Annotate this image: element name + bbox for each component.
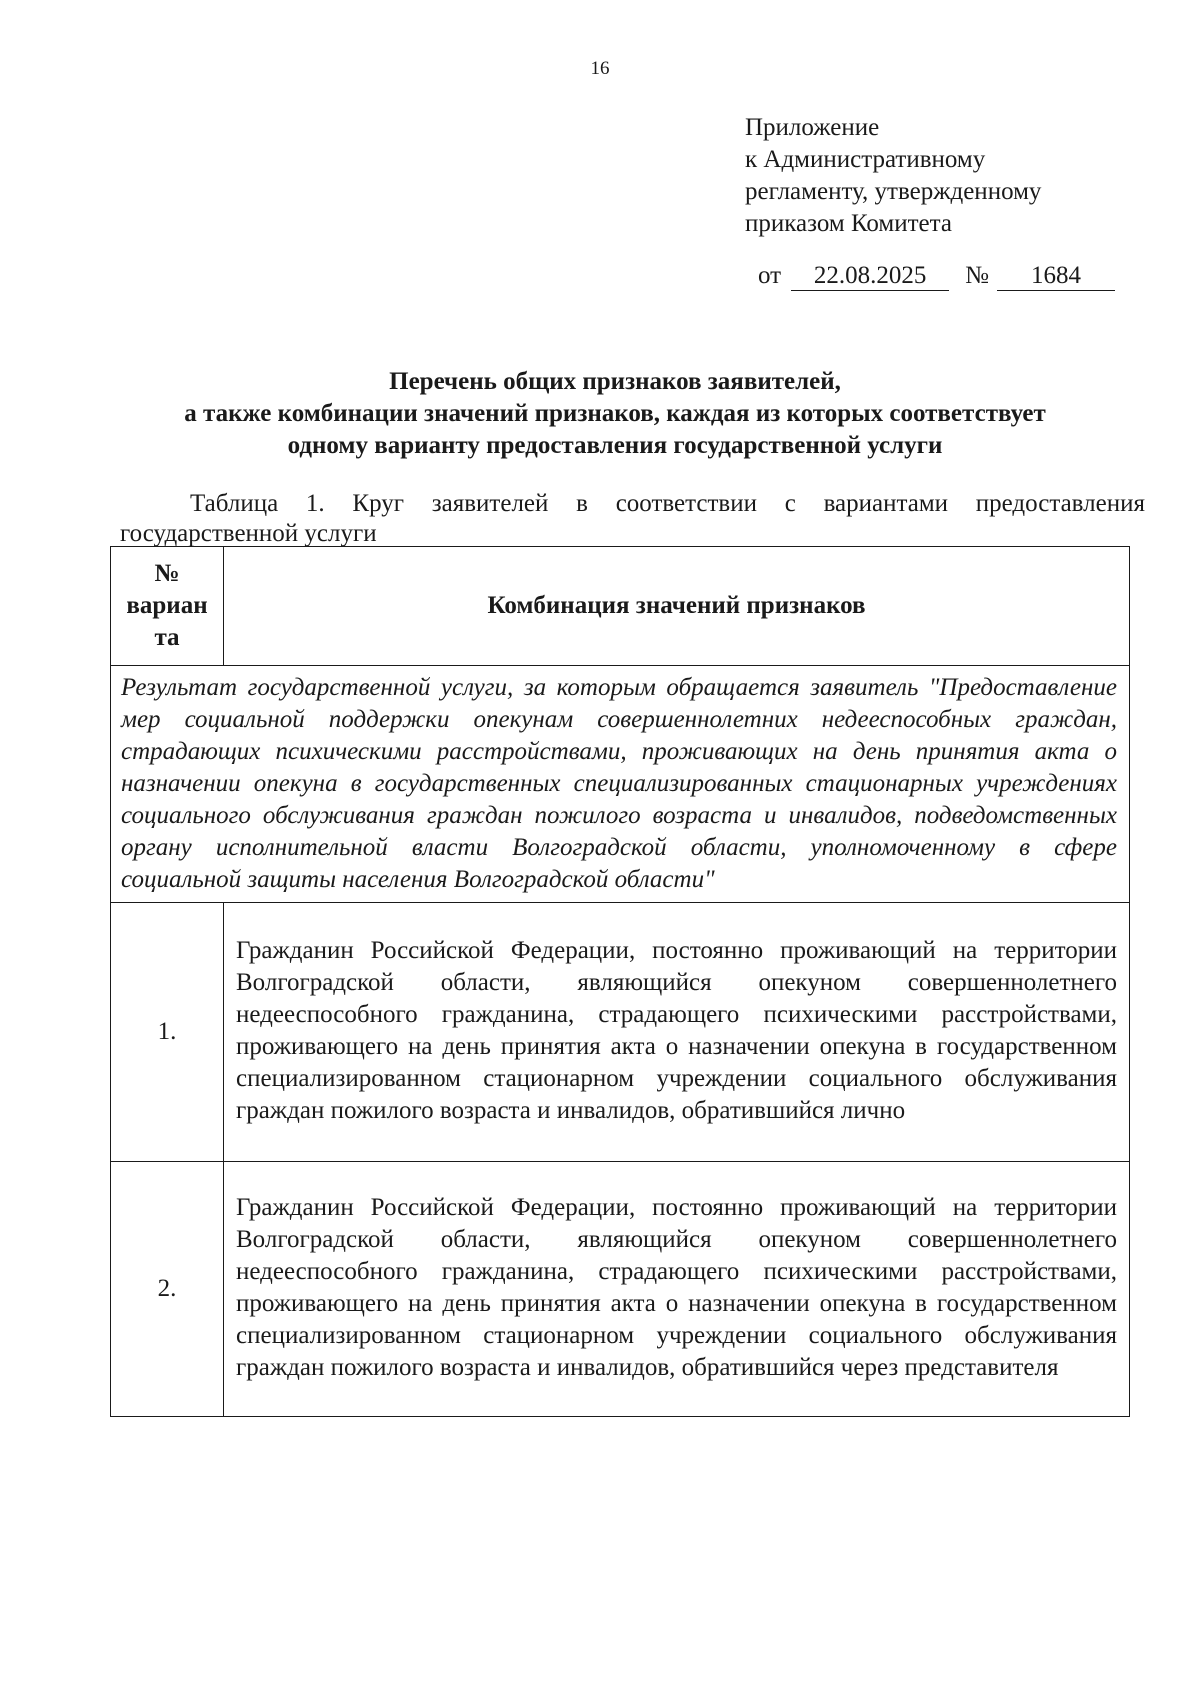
result-text: Результат государственной услуги, за которым обращается заявитель "Предоставление мер социальной поддержки опекунам совершеннолетних недееспособных граждан, страдающих психическими расстройствами, проживающих на день принятия акта о назначении опекуна в государственных специализированных стационарных учреждениях социального обслуживания граждан пожилого возраста и инвалидов, подведомственных органу исполнительной власти Волгоградской области, уполномоченному в сфере социальной защиты населения Волгоградской области" bbox=[111, 666, 1130, 903]
header-num-line: № bbox=[154, 560, 180, 587]
title-line: Перечень общих признаков заявителей, bbox=[389, 368, 841, 395]
appendix-line: регламенту, утвержденному bbox=[745, 178, 1042, 205]
header-num-cell bbox=[111, 547, 224, 666]
variants-table bbox=[110, 546, 1130, 1417]
order-date: 22.08.2025 bbox=[791, 262, 949, 291]
variant-description: Гражданин Российской Федерации, постоянно проживающий на территории Волгоградской области, являющийся опекуном совершеннолетнего недееспособного гражданина, страдающего психическими расстройствами, проживающего на день принятия акта о назначении опекуна в государственном специализированном стационарном учреждении социального обслуживания граждан пожилого возраста и инвалидов, обратившийся через представителя bbox=[224, 1162, 1130, 1417]
table-header-row bbox=[111, 547, 1130, 666]
table-row bbox=[111, 1162, 1130, 1417]
appendix-block bbox=[745, 112, 1041, 240]
order-number: 1684 bbox=[997, 262, 1115, 291]
header-num-line: та bbox=[154, 624, 180, 651]
appendix-line: к Административному bbox=[745, 146, 986, 173]
date-prefix: от bbox=[758, 262, 782, 289]
header-num-line: вариан bbox=[126, 592, 208, 619]
page-number: 16 bbox=[590, 58, 610, 79]
appendix-line: Приложение bbox=[745, 114, 880, 141]
header-combo-cell: Комбинация значений признаков bbox=[224, 547, 1130, 666]
appendix-line: приказом Комитета bbox=[745, 210, 952, 237]
number-label: № bbox=[965, 262, 989, 289]
order-date-line bbox=[758, 262, 1115, 291]
title-line: а также комбинации значений признаков, каждая из которых соответствует bbox=[184, 400, 1046, 427]
table-row bbox=[111, 903, 1130, 1162]
result-row bbox=[111, 666, 1130, 903]
variant-number: 1. bbox=[111, 903, 224, 1162]
variant-description: Гражданин Российской Федерации, постоянно проживающий на территории Волгоградской области, являющийся опекуном совершеннолетнего недееспособного гражданина, страдающего психическими расстройствами, проживающего на день принятия акта о назначении опекуна в государственном специализированном стационарном учреждении социального обслуживания граждан пожилого возраста и инвалидов, обратившийся лично bbox=[224, 903, 1130, 1162]
variant-number: 2. bbox=[111, 1162, 224, 1417]
title-line: одному варианту предоставления государственной услуги bbox=[287, 432, 943, 459]
table-caption: Таблица 1. Круг заявителей в соответствии с вариантами предоставления государственной услуги bbox=[120, 490, 1145, 547]
document-title bbox=[100, 366, 1130, 462]
